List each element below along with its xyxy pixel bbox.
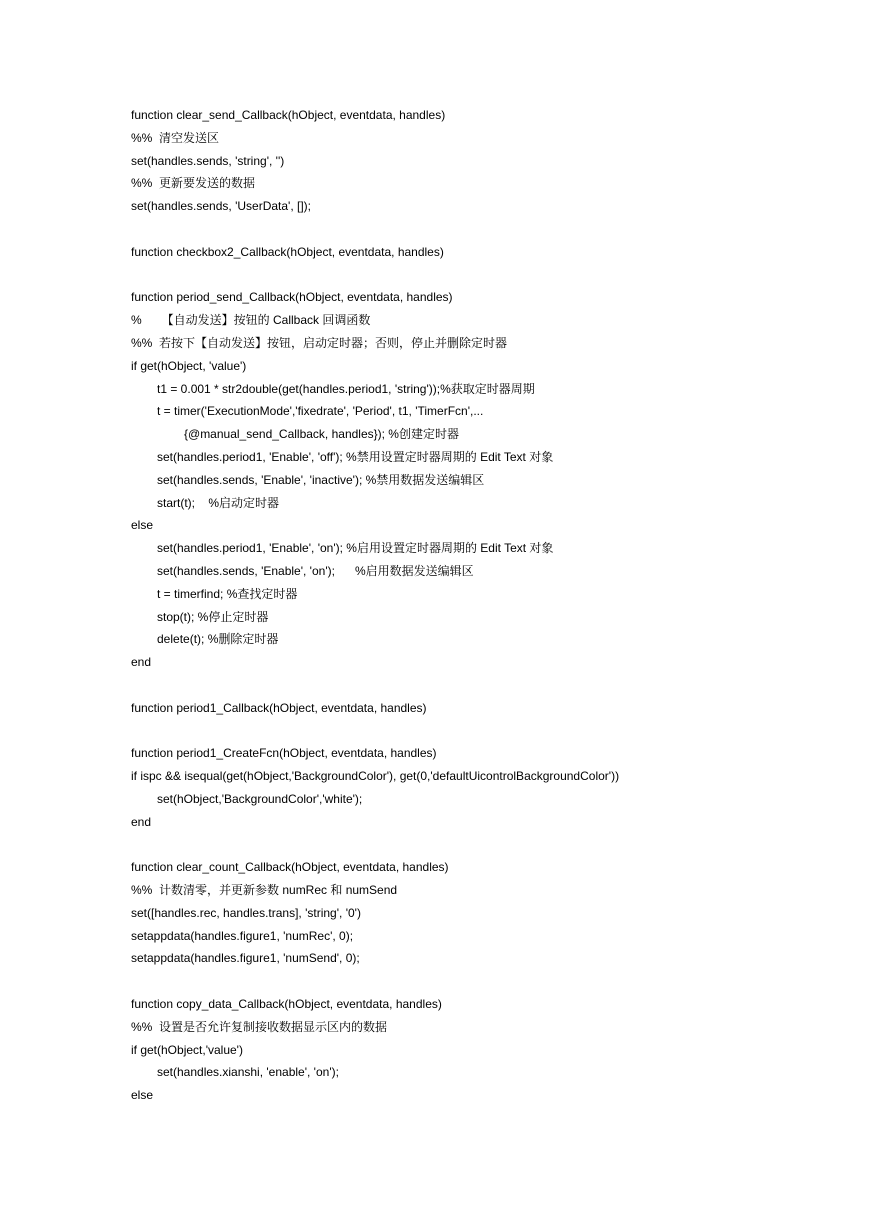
code-line: set(handles.sends, 'string', ''): [131, 153, 285, 168]
code-line: if get(hObject,'value'): [131, 1042, 243, 1057]
code-line: stop(t); %停止定时器: [157, 609, 269, 624]
code-line: function clear_count_Callback(hObject, eventdata, handles): [131, 860, 449, 875]
code-line: end: [131, 814, 152, 829]
code-line: t1 = 0.001 * str2double(get(handles.period1, 'string'));%获取定时器周期: [157, 381, 535, 396]
code-line: set(handles.period1, 'Enable', 'off'); %禁用设置定时器周期的 Edit Text 对象: [157, 449, 554, 464]
blank-line: [131, 970, 831, 993]
code-line: function clear_send_Callback(hObject, eventdata, handles): [131, 108, 446, 122]
code-line: if ispc && isequal(get(hObject,'BackgroundColor'), get(0,'defaultUicontrolBackgroundColor')): [131, 769, 620, 784]
code-line: set(handles.sends, 'UserData', []);: [131, 199, 311, 214]
code-line: function copy_data_Callback(hObject, eventdata, handles): [131, 997, 442, 1012]
code-line: function period1_Callback(hObject, eventdata, handles): [131, 700, 427, 715]
code-line: {@manual_send_Callback, handles}); %创建定时器: [184, 427, 459, 442]
code-line: set([handles.rec, handles.trans], 'string', '0'): [131, 905, 361, 920]
code-line: function period_send_Callback(hObject, eventdata, handles): [131, 290, 453, 305]
code-line: % 【自动发送】按钮的 Callback 回调函数: [131, 313, 371, 328]
code-line: set(hObject,'BackgroundColor','white');: [157, 791, 363, 806]
code-line: %% 清空发送区: [131, 130, 220, 145]
blank-line: [131, 720, 831, 743]
code-line: %% 计数清零，并更新参数 numRec 和 numSend: [131, 883, 398, 898]
code-line: delete(t); %删除定时器: [157, 632, 279, 647]
blank-line: [131, 834, 831, 857]
blank-line: [131, 264, 831, 287]
code-line: setappdata(handles.figure1, 'numRec', 0);: [131, 928, 354, 943]
code-line: t = timerfind; %查找定时器: [157, 586, 298, 601]
code-line: set(handles.sends, 'Enable', 'on'); %启用数据发送编辑区: [157, 563, 474, 578]
blank-line: [131, 674, 831, 697]
code-line: if get(hObject, 'value'): [131, 358, 247, 373]
code-line: end: [131, 655, 152, 670]
code-line: start(t); %启动定时器: [157, 495, 280, 510]
code-line: function checkbox2_Callback(hObject, eventdata, handles): [131, 244, 444, 259]
blank-line: [131, 218, 831, 241]
code-line: set(handles.period1, 'Enable', 'on'); %启用设置定时器周期的 Edit Text 对象: [157, 541, 554, 556]
code-line: t = timer('ExecutionMode','fixedrate', 'Period', t1, 'TimerFcn',...: [157, 404, 484, 419]
code-line: set(handles.xianshi, 'enable', 'on');: [157, 1065, 339, 1080]
code-line: else: [131, 518, 154, 533]
code-line: %% 若按下【自动发送】按钮，启动定时器；否则，停止并删除定时器: [131, 335, 508, 350]
code-line: function period1_CreateFcn(hObject, eventdata, handles): [131, 746, 437, 761]
code-line: setappdata(handles.figure1, 'numSend', 0);: [131, 951, 360, 966]
code-line: set(handles.sends, 'Enable', 'inactive'); %禁用数据发送编辑区: [157, 472, 485, 487]
code-line: else: [131, 1088, 154, 1103]
code-line: %% 设置是否允许复制接收数据显示区内的数据: [131, 1019, 388, 1034]
code-listing: [131, 104, 831, 1107]
code-line: %% 更新要发送的数据: [131, 176, 256, 191]
